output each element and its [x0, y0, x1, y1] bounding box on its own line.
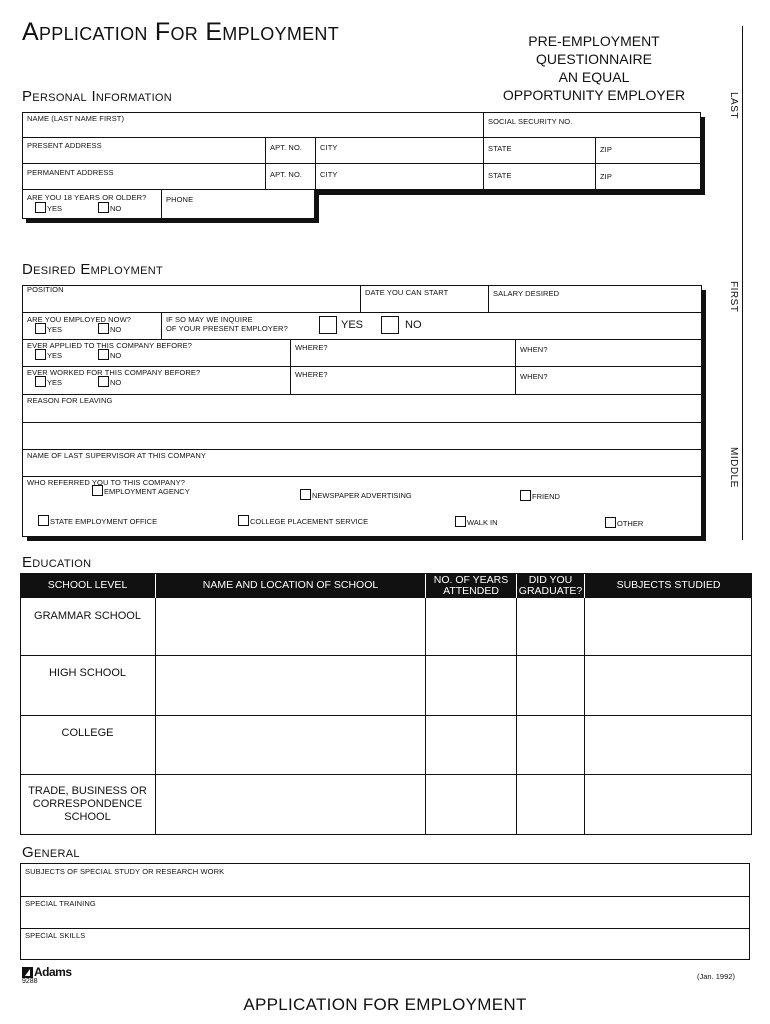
inquire-question [166, 315, 288, 333]
option-label: EMPLOYMENT AGENCY [104, 487, 190, 496]
option-label: OTHER [617, 519, 644, 528]
eeo-line: PRE-EMPLOYMENT [528, 33, 660, 49]
name-side-rule [742, 26, 743, 540]
option-label: WALK IN [467, 518, 498, 527]
referral-walk-in-checkbox[interactable] [455, 516, 498, 527]
inquire-yes-checkbox[interactable] [319, 316, 363, 334]
divider [488, 285, 489, 312]
option-label: NO [110, 351, 122, 360]
inquire-line: OF YOUR PRESENT EMPLOYER? [166, 324, 288, 333]
divider [22, 339, 702, 340]
table-row-college: COLLEGE [61, 727, 114, 739]
divider [515, 339, 516, 394]
divider [161, 312, 162, 339]
divider [584, 598, 585, 835]
inquire-line: IF SO MAY WE INQUIRE [166, 315, 253, 324]
brand-logo [22, 965, 72, 979]
present-apt-field[interactable]: APT. NO. [270, 143, 303, 152]
option-label: COLLEGE PLACEMENT SERVICE [250, 517, 369, 526]
name-field[interactable]: NAME (LAST NAME FIRST) [27, 114, 125, 123]
col-name-location: NAME AND LOCATION OF SCHOOL [156, 573, 425, 598]
adams-logo-icon [22, 967, 33, 978]
divider [22, 189, 701, 190]
divider [360, 285, 361, 312]
position-field[interactable]: POSITION [27, 285, 64, 294]
present-address-field[interactable]: PRESENT ADDRESS [27, 141, 102, 150]
option-label: YES [341, 319, 364, 331]
salary-field[interactable]: SALARY DESIRED [493, 289, 560, 298]
divider [20, 774, 752, 775]
checkbox-icon [455, 516, 466, 527]
divider [155, 598, 156, 835]
option-label: YES [47, 378, 63, 387]
side-label-first: FIRST [728, 281, 739, 313]
option-label: NO [405, 319, 422, 331]
special-skills-field[interactable]: SPECIAL SKILLS [25, 931, 86, 940]
divider [483, 112, 484, 190]
eeo-line: AN EQUAL [558, 69, 630, 85]
checkbox-icon [605, 517, 616, 528]
ssn-field[interactable]: SOCIAL SECURITY NO. [488, 117, 573, 126]
option-label: NO [110, 204, 122, 213]
divider [161, 189, 162, 219]
col-graduate: DID YOU GRADUATE? [518, 573, 583, 597]
referral-other-checkbox[interactable] [605, 517, 643, 528]
side-label-last: LAST [728, 92, 739, 120]
checkbox-icon [35, 376, 46, 387]
referral-friend-checkbox[interactable] [520, 490, 560, 501]
checkbox-icon [35, 323, 46, 334]
inquire-no-checkbox[interactable] [381, 316, 422, 334]
special-training-field[interactable]: SPECIAL TRAINING [25, 899, 96, 908]
permanent-state-field[interactable]: STATE [488, 171, 512, 180]
employed-question: ARE YOU EMPLOYED NOW? [27, 315, 132, 324]
age-question: ARE YOU 18 YEARS OR OLDER? [27, 193, 147, 202]
checkbox-icon [98, 202, 109, 213]
table-row-grammar: GRAMMAR SCHOOL [34, 610, 141, 622]
referral-college-placement-checkbox[interactable] [238, 515, 368, 526]
table-row-trade: TRADE, BUSINESS OR CORRESPONDENCE SCHOOL [28, 785, 147, 823]
present-state-field[interactable]: STATE [488, 144, 512, 153]
worked-no-checkbox[interactable] [98, 376, 121, 387]
divider [290, 339, 291, 394]
supervisor-field[interactable]: NAME OF LAST SUPERVISOR AT THIS COMPANY [27, 451, 206, 460]
checkbox-icon [98, 323, 109, 334]
worked-when-field[interactable]: WHEN? [520, 372, 548, 381]
applied-when-field[interactable]: WHEN? [520, 345, 548, 354]
divider [22, 137, 701, 138]
divider [22, 312, 702, 313]
section-education-heading: Education [22, 554, 92, 571]
employed-yes-checkbox[interactable] [35, 323, 62, 334]
option-label: NEWSPAPER ADVERTISING [312, 491, 412, 500]
option-label: YES [47, 325, 63, 334]
checkbox-icon [520, 490, 531, 501]
worked-where-field[interactable]: WHERE? [295, 370, 328, 379]
divider [22, 476, 702, 477]
divider [516, 598, 517, 835]
checkbox-icon [98, 376, 109, 387]
phone-field[interactable]: PHONE [166, 195, 194, 204]
checkbox-icon [98, 349, 109, 360]
divider [20, 896, 750, 897]
checkbox-icon [300, 489, 311, 500]
eeo-line: QUESTIONNAIRE [536, 51, 652, 67]
eeo-statement [494, 32, 694, 104]
col-school-level: SCHOOL LEVEL [20, 573, 155, 598]
permanent-zip-field[interactable]: ZIP [600, 172, 612, 181]
age-yes-checkbox[interactable] [35, 202, 62, 213]
col-years-attended: NO. OF YEARS ATTENDED [426, 573, 516, 598]
checkbox-icon [38, 515, 49, 526]
form-number: 9288 [22, 978, 38, 985]
divider [315, 137, 316, 190]
checkbox-icon [238, 515, 249, 526]
option-label: STATE EMPLOYMENT OFFICE [50, 517, 158, 526]
box-shadow [314, 190, 705, 195]
brand-name: Adams [34, 965, 72, 979]
checkbox-icon [35, 349, 46, 360]
referral-employment-agency-checkbox[interactable] [92, 485, 190, 496]
section-personal-heading: Personal Information [22, 88, 173, 105]
referral-newspaper-checkbox[interactable] [300, 489, 412, 500]
divider [22, 366, 702, 367]
divider [20, 715, 752, 716]
section-general-heading: General [22, 844, 80, 861]
permanent-address-field[interactable]: PERMANENT ADDRESS [27, 168, 114, 177]
reason-field[interactable]: REASON FOR LEAVING [27, 396, 113, 405]
table-row-high-school: HIGH SCHOOL [48, 667, 126, 679]
referral-state-office-checkbox[interactable] [38, 515, 157, 526]
age-no-checkbox[interactable] [98, 202, 121, 213]
start-date-field[interactable]: DATE YOU CAN START [365, 288, 449, 297]
divider [22, 449, 702, 450]
permanent-apt-field[interactable]: APT. NO. [270, 170, 303, 179]
worked-yes-checkbox[interactable] [35, 376, 62, 387]
divider [22, 422, 702, 423]
divider [20, 655, 752, 656]
checkbox-icon [381, 316, 399, 334]
option-label: YES [47, 204, 63, 213]
present-city-field[interactable]: CITY [320, 143, 338, 152]
bottom-title: APPLICATION FOR EMPLOYMENT [243, 995, 527, 1014]
general-box [20, 863, 750, 960]
checkbox-icon [92, 485, 103, 496]
applied-question: EVER APPLIED TO THIS COMPANY BEFORE? [27, 341, 193, 350]
section-desired-heading: Desired Employment [22, 261, 164, 278]
option-label: NO [110, 378, 122, 387]
option-label: NO [110, 325, 122, 334]
divider [425, 598, 426, 835]
option-label: FRIEND [532, 492, 560, 501]
employed-no-checkbox[interactable] [98, 323, 121, 334]
applied-yes-checkbox[interactable] [35, 349, 62, 360]
present-zip-field[interactable]: ZIP [600, 145, 612, 154]
option-label: YES [47, 351, 63, 360]
checkbox-icon [319, 316, 337, 334]
side-label-middle: MIDDLE [728, 447, 739, 488]
checkbox-icon [35, 202, 46, 213]
form-date: (Jan. 1992) [697, 972, 735, 981]
special-study-field[interactable]: SUBJECTS OF SPECIAL STUDY OR RESEARCH WORK [25, 867, 225, 876]
divider [595, 137, 596, 190]
col-subjects: SUBJECTS STUDIED [585, 573, 752, 598]
divider [265, 137, 266, 190]
divider [22, 394, 702, 395]
divider [22, 163, 701, 164]
applied-where-field[interactable]: WHERE? [295, 343, 328, 352]
worked-question: EVER WORKED FOR THIS COMPANY BEFORE? [27, 368, 201, 377]
permanent-city-field[interactable]: CITY [320, 170, 338, 179]
referred-question: WHO REFERRED YOU TO THIS COMPANY? [27, 478, 186, 487]
eeo-line: OPPORTUNITY EMPLOYER [502, 87, 686, 103]
applied-no-checkbox[interactable] [98, 349, 121, 360]
page-title: Application For Employment [22, 18, 340, 46]
divider [20, 928, 750, 929]
